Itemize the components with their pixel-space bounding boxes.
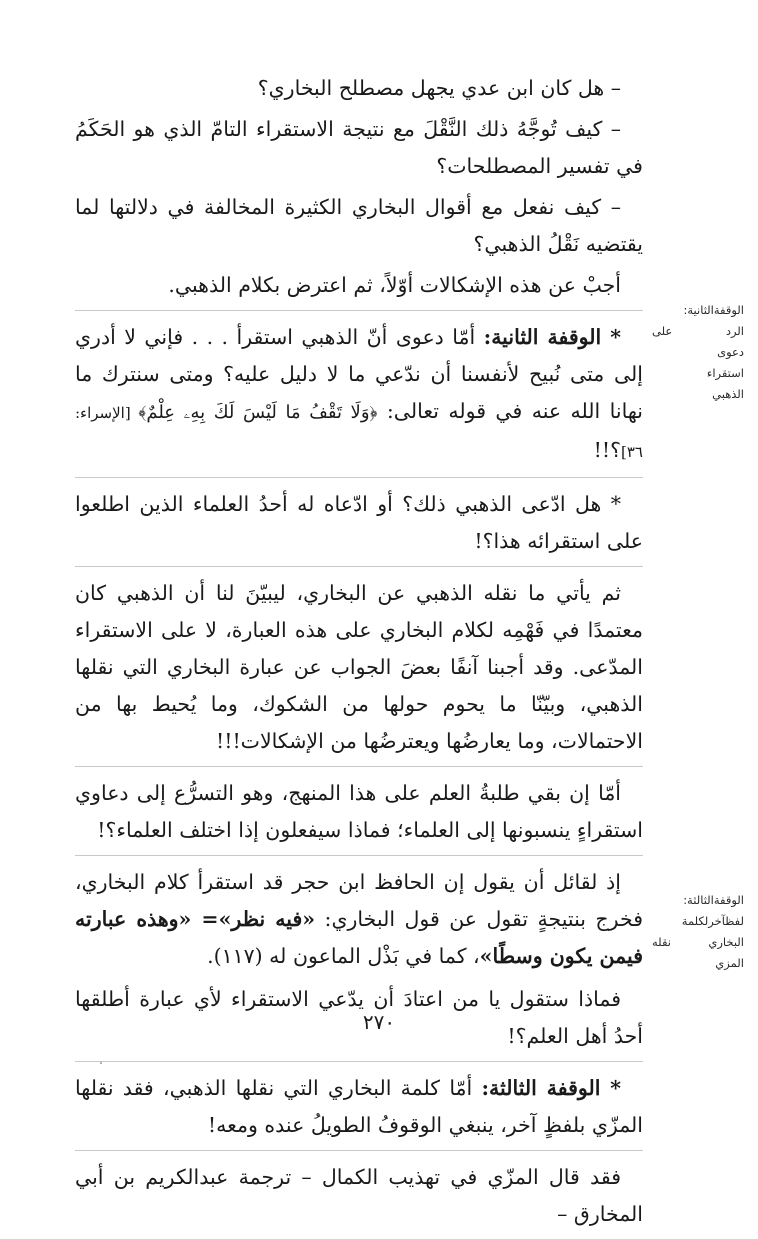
- paragraph-separator: [75, 566, 643, 567]
- verse-reference: [الإسراء: ٣٦]: [75, 404, 643, 461]
- stop-two-text: أمّا دعوى أنّ الذهبي استقرأ . . . فإني لا أدري إلى متى نُبيح لأنفسنا أن ندّعي ما لا دليل عليه؟ ومتى سنترك ما نهانا الله عنه في قوله تعالى:: [75, 325, 643, 423]
- paragraph-separator: [75, 310, 643, 311]
- question-3: – كيف نفعل مع أقوال البخاري الكثيرة المخالفة في دلالتها لما يقتضيه نَقْلُ الذهبي؟: [75, 195, 643, 256]
- ibn-hajar-citation: ، كما في بَذْل الماعون له (١١٧).: [207, 944, 480, 968]
- margin-note-line: دعوى: [717, 345, 744, 359]
- stop-three-text: أمّا كلمة البخاري التي نقلها الذهبي، فقد نقلها المزّي بلفظٍ آخر، ينبغي الوقوفُ الطويلُ عنده ومعه!: [75, 1076, 643, 1137]
- stop-three-heading: * الوقفة الثالثة:: [481, 1076, 621, 1100]
- margin-note-line: البخاري نقله: [652, 935, 744, 949]
- students-paragraph: أمّا إن بقي طلبةُ العلم على هذا المنهج، وهو التسرُّع إلى دعاوي استقراءٍ ينسبونها إلى العلماء؛ فماذا سيفعلون إذا اختلف العلماء؟!: [75, 781, 643, 842]
- what-will-you-say-paragraph: فماذا ستقول يا من اعتادَ أن يدّعي الاستقراء لأي عبارة أطلقها أحدُ أهل العلم؟!: [75, 987, 643, 1048]
- margin-note-line: الذهبي: [712, 387, 744, 401]
- margin-note-line: لفظآخرلكلمة: [681, 914, 744, 928]
- stop-two-paragraph: [75, 319, 643, 471]
- margin-note-line: الوقفةالثانية:: [683, 303, 744, 317]
- stop-two-heading: * الوقفة الثانية:: [483, 325, 621, 349]
- ibn-hajar-paragraph: [75, 864, 643, 975]
- paragraph-separator: [75, 855, 643, 856]
- last-paragraph: فقد قال المزّي في تهذيب الكمال – ترجمة عبدالكريم بن أبي المخارق –: [75, 1165, 643, 1226]
- paragraph-separator: [75, 477, 643, 478]
- margin-note-stop-two: [652, 300, 744, 405]
- then-paragraph: ثم يأتي ما نقله الذهبي عن البخاري، ليبيّنَ لنا أن الذهبي كان معتمدًا في فَهْمِه لكلام البخاري على هذه العبارة، لا على الاستقراء المدّعى. وقد أجبنا آنفًا بعضَ الجواب عن عبارة البخاري التي نقلها الذهبي، وبيّنّا ما يحوم حولها من الشكوك، وما يُحيط بها من الاحتمالات، وما يعارضُها ويعترضُها من الإشكالات!!!: [75, 581, 643, 753]
- question-2: – كيف تُوجَّهُ ذلك النَّقْلَ مع نتيجة الاستقراء التامّ الذي هو الحَكَمُ في تفسير المصطلحات؟: [75, 117, 643, 178]
- ibn-hajar-quote: «فيه نظر»= «وهذه عبارته فيمن يكون وسطًا»: [75, 907, 643, 968]
- stop-two-end: ؟!!: [593, 438, 622, 462]
- question-1: – هل كان ابن عدي يجهل مصطلح البخاري؟: [257, 76, 621, 100]
- main-text-column: [75, 70, 643, 1239]
- ibn-hajar-text: إذ لقائل أن يقول إن الحافظ ابن حجر قد استقرأ كلام البخاري، فخرج بنتيجةٍ تقول عن قول البخاري:: [75, 870, 643, 931]
- claim-paragraph: * هل ادّعى الذهبي ذلك؟ أو ادّعاه له أحدُ العلماء الذين اطلعوا على استقرائه هذا؟!: [75, 492, 643, 553]
- margin-note-stop-three: [652, 890, 744, 974]
- margin-note-line: المزي: [715, 956, 744, 970]
- margin-note-line: الوقفةالثالثة:: [683, 893, 744, 907]
- stop-three-paragraph: [75, 1070, 643, 1144]
- paragraph-separator: [75, 1150, 643, 1151]
- page-number: ٢٧٠: [362, 1010, 396, 1034]
- paragraph-separator: [75, 766, 643, 767]
- paragraph-separator: [75, 1061, 643, 1062]
- margin-note-line: الرد على: [652, 324, 744, 338]
- answer-first-line: أجبْ عن هذه الإشكالات أوّلاً، ثم اعترض بكلام الذهبي.: [168, 273, 621, 297]
- margin-note-line: استقراء: [706, 366, 744, 380]
- quran-verse: ﴿وَلَا تَقْفُ مَا لَيْسَ لَكَ بِهِۦ عِلْمٌ﴾: [138, 402, 378, 423]
- scan-speck: [100, 1062, 102, 1064]
